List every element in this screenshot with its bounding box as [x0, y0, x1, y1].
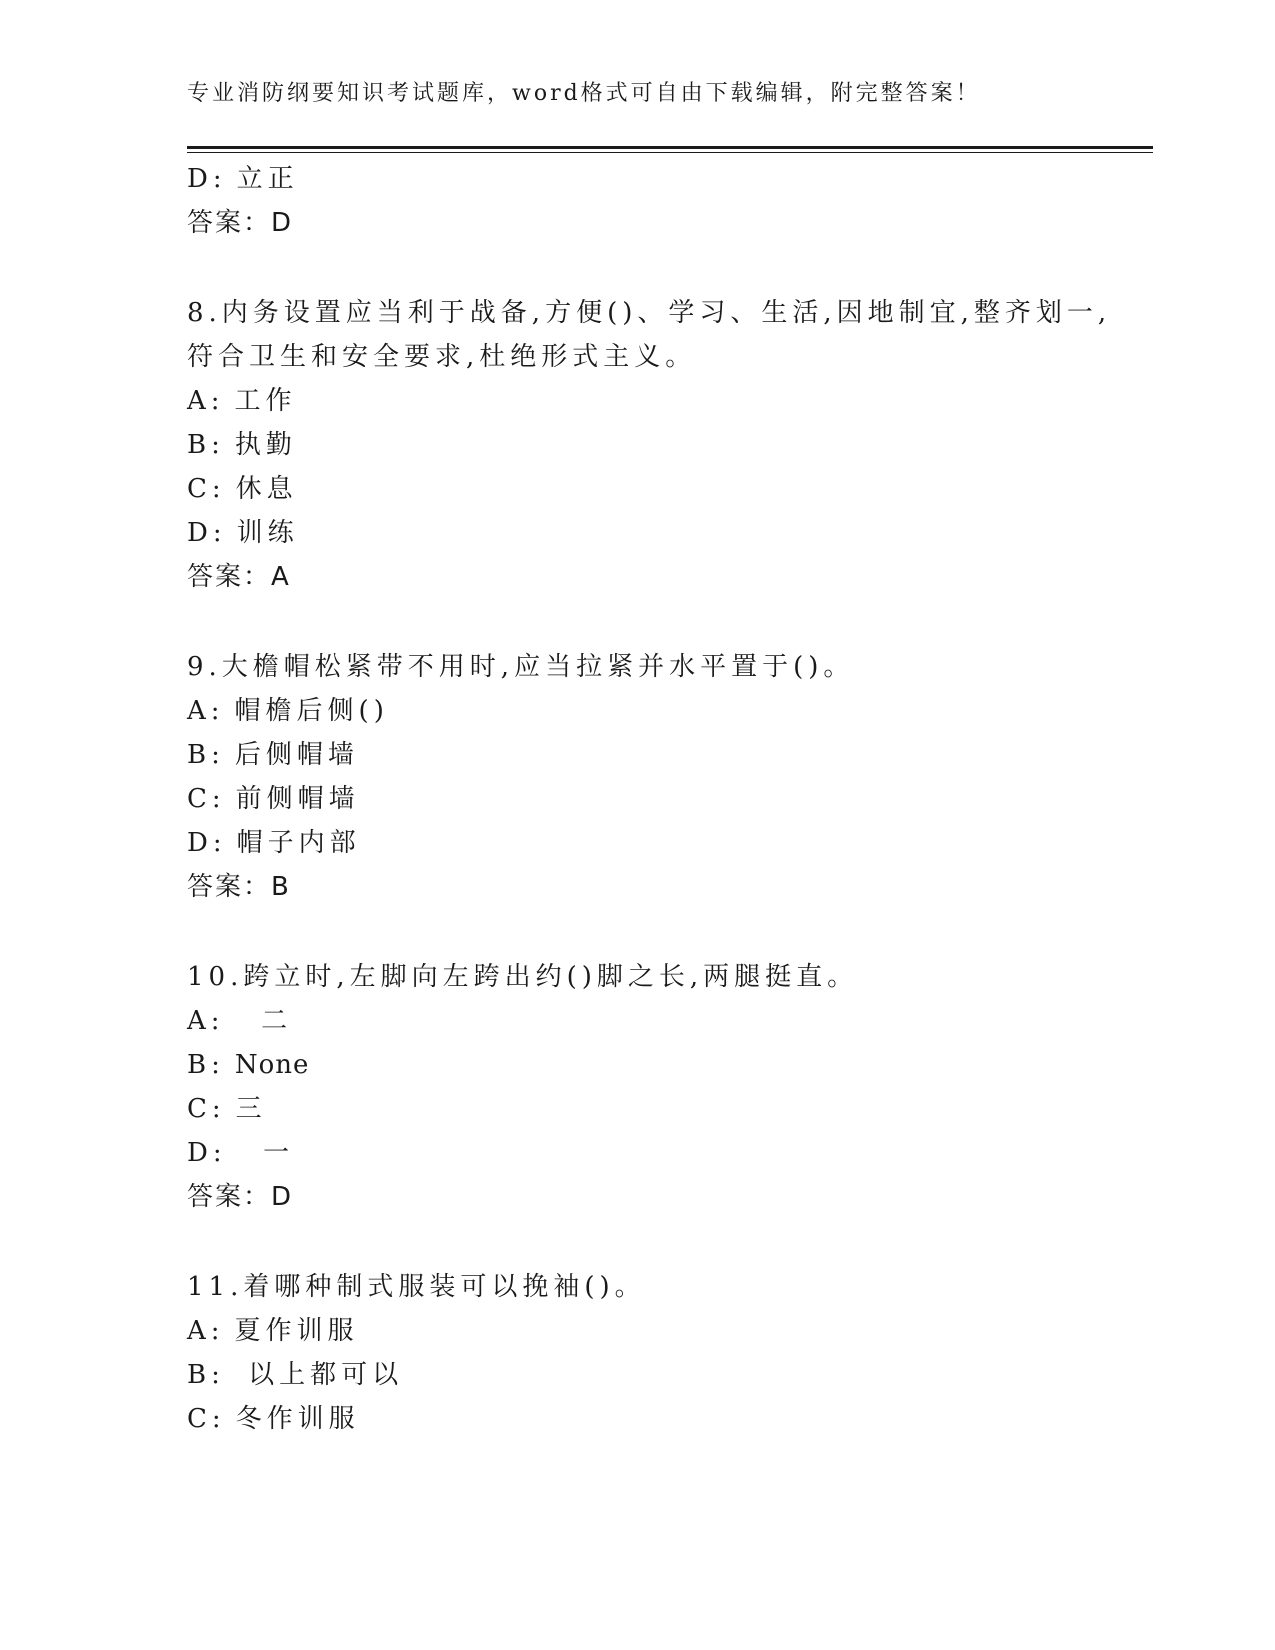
option-row	[187, 695, 389, 727]
option-text: 帽子内部	[236, 828, 361, 858]
option-text: 休息	[235, 474, 298, 504]
option-key: B:	[187, 740, 225, 770]
question-text: 10.跨立时,左脚向左跨出约()脚之长,两腿挺直。	[187, 962, 859, 992]
option-text: 冬作训服	[235, 1404, 360, 1434]
option-row	[187, 1093, 267, 1125]
option-text: 夏作训服	[234, 1316, 359, 1346]
option-key: A:	[187, 386, 225, 416]
option-key: C:	[187, 1094, 226, 1124]
question-text-continued: 符合卫生和安全要求,杜绝形式主义。	[187, 342, 697, 372]
option-row	[187, 1137, 294, 1169]
option-key: B:	[187, 1050, 225, 1080]
option-key: C:	[187, 784, 226, 814]
option-key: D:	[187, 828, 227, 858]
option-row	[187, 163, 299, 195]
header-rule-thin	[187, 152, 1153, 153]
option-key: D:	[187, 164, 227, 194]
question-text: 11.着哪种制式服装可以挽袖()。	[187, 1272, 646, 1302]
option-text: 帽檐后侧()	[234, 696, 389, 726]
option-row	[187, 739, 359, 771]
option-row	[187, 473, 298, 505]
option-row	[187, 385, 297, 417]
answer-line: 答案：D	[187, 1182, 294, 1212]
option-key: B:	[187, 430, 225, 460]
question-text: 8.内务设置应当利于战备,方便()、学习、生活,因地制宜,整齐划一,	[187, 298, 1112, 328]
option-row	[187, 1005, 292, 1037]
option-text: 立正	[236, 164, 299, 194]
option-row	[187, 1403, 360, 1435]
option-text: 以上都可以	[234, 1360, 404, 1390]
option-text: 三	[235, 1094, 267, 1124]
option-key: B:	[187, 1360, 225, 1390]
question-text: 9.大檐帽松紧带不用时,应当拉紧并水平置于()。	[187, 652, 855, 682]
option-text: 二	[234, 1006, 293, 1036]
option-key: D:	[187, 518, 227, 548]
option-key: A:	[187, 1006, 225, 1036]
option-text: 训练	[236, 518, 299, 548]
option-row	[187, 1359, 403, 1391]
option-row	[187, 1049, 309, 1081]
answer-line: 答案：A	[187, 562, 291, 592]
option-key: C:	[187, 474, 226, 504]
option-key: D:	[187, 1138, 227, 1168]
option-row	[187, 517, 299, 549]
option-row	[187, 827, 361, 859]
option-key: A:	[187, 696, 225, 726]
answer-line: 答案：B	[187, 872, 291, 902]
option-text: 一	[236, 1138, 295, 1168]
option-row	[187, 429, 297, 461]
option-text: 前侧帽墙	[235, 784, 360, 814]
answer-line: 答案：D	[187, 208, 294, 238]
option-text: 后侧帽墙	[234, 740, 359, 770]
option-text: 工作	[234, 386, 297, 416]
option-key: C:	[187, 1404, 226, 1434]
option-row	[187, 783, 360, 815]
header-rule-thick	[187, 146, 1153, 149]
option-key: A:	[187, 1316, 225, 1346]
option-row	[187, 1315, 359, 1347]
option-text: 执勤	[234, 430, 297, 460]
document-header: 专业消防纲要知识考试题库，word格式可自由下载编辑，附完整答案！	[187, 81, 981, 106]
option-text: None	[234, 1050, 310, 1080]
